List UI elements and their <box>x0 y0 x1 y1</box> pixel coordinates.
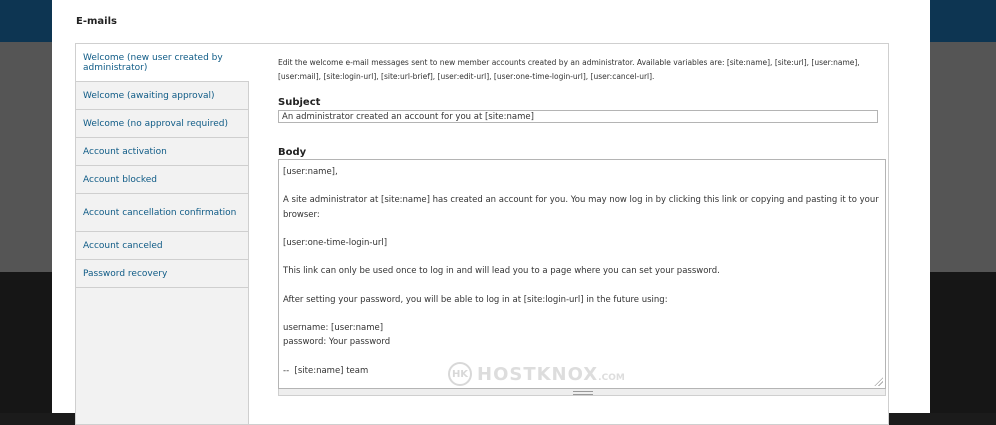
tab-account-canceled[interactable]: Account canceled <box>76 232 248 260</box>
vertical-tab-list <box>76 44 249 424</box>
grip-lines-icon <box>573 391 593 395</box>
resize-corner-icon <box>874 377 883 386</box>
tab-account-cancellation-confirmation[interactable]: Account cancellation confirmation <box>76 194 248 232</box>
pane-description: Edit the welcome e-mail messages sent to new member accounts created by an administrator. Available variables are: [site:name], [site:url], [user:name], [user:mail], [site:login-url], [site:url-brief], [user:edit-url], [user:one-time-login-url], [user:cancel-url]. <box>278 58 860 81</box>
textarea-resize-handle[interactable] <box>278 389 886 396</box>
tab-password-recovery[interactable]: Password recovery <box>76 260 248 288</box>
watermark <box>448 362 625 386</box>
tab-account-activation[interactable]: Account activation <box>76 138 248 166</box>
tab-welcome-awaiting-approval[interactable]: Welcome (awaiting approval) <box>76 82 248 110</box>
tab-welcome-admin-created[interactable]: Welcome (new user created by administrator) <box>76 44 249 82</box>
subject-input[interactable] <box>278 110 878 123</box>
settings-panel <box>52 0 930 413</box>
watermark-brand: HOSTKNOX <box>477 363 599 385</box>
body-textarea[interactable] <box>278 159 886 389</box>
section-title: E-mails <box>76 16 117 27</box>
body-label: Body <box>278 147 307 158</box>
subject-label: Subject <box>278 97 321 108</box>
tab-welcome-no-approval[interactable]: Welcome (no approval required) <box>76 110 248 138</box>
tab-account-blocked[interactable]: Account blocked <box>76 166 248 194</box>
watermark-suffix: .COM <box>598 372 625 383</box>
watermark-logo-icon: HK <box>448 362 472 386</box>
watermark-text <box>477 364 625 385</box>
